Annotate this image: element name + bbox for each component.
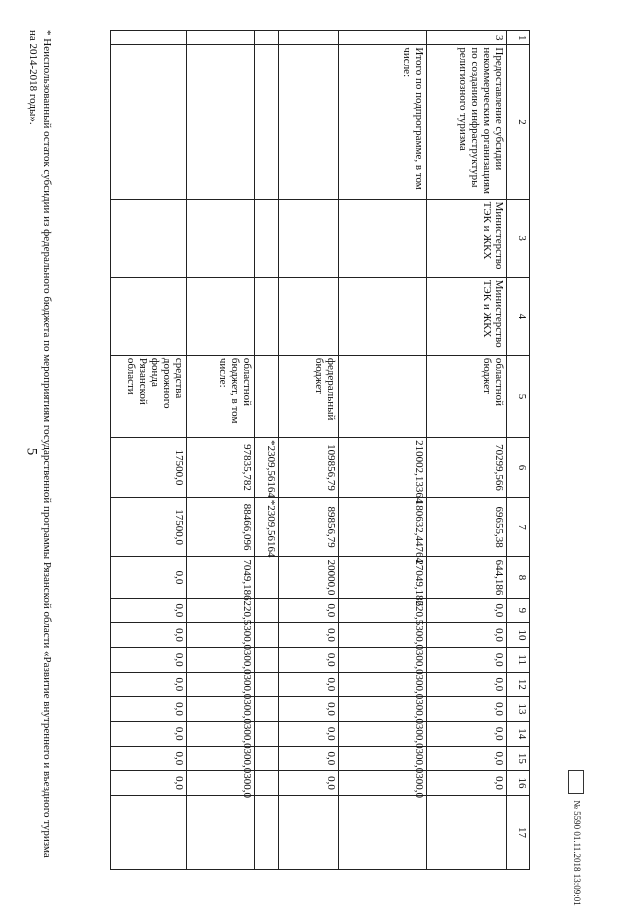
cell-c1 bbox=[187, 31, 255, 45]
value-cell bbox=[255, 672, 279, 697]
table-body bbox=[111, 31, 507, 870]
value-cell: 27049,186 bbox=[339, 557, 427, 598]
cell-c2 bbox=[255, 45, 279, 199]
value-cell: 0,0 bbox=[111, 697, 187, 722]
value-cell: 644,186 bbox=[427, 557, 507, 598]
cell-c3 bbox=[339, 199, 427, 277]
value-cell bbox=[255, 746, 279, 771]
value-cell: 17500,0 bbox=[111, 497, 187, 557]
value-cell: 0,0 bbox=[427, 623, 507, 648]
cell-c5: средства дорожного фонда Рязанской области bbox=[111, 355, 187, 437]
value-cell: 0,0 bbox=[111, 672, 187, 697]
value-cell: 17500,0 bbox=[111, 438, 187, 498]
value-cell: 300,0 bbox=[339, 771, 427, 796]
value-cell: 0,0 bbox=[279, 623, 339, 648]
value-cell bbox=[255, 721, 279, 746]
stamp-text: № 5590 01.11.2018 13:09:01 bbox=[571, 800, 582, 906]
value-cell: 89856,79 bbox=[279, 497, 339, 557]
column-number-row bbox=[507, 31, 530, 870]
col-header-3: 3 bbox=[507, 199, 530, 277]
value-cell: 0,0 bbox=[279, 746, 339, 771]
cell-c2: Итого по подпрограмме, в том числе: bbox=[339, 45, 427, 199]
table-row bbox=[255, 31, 279, 870]
cell-c1 bbox=[279, 31, 339, 45]
footnote: * Неиспользованный остаток субсидии из федерального бюджета по мероприятиям государственной программы Рязанской области «Развитие внутреннего и въездного туризма на 2014-2018 годы». bbox=[27, 30, 53, 858]
cell-c2: Предоставление субсидии некоммерческим организациям по созданию инфраструктуры религиозного туризма bbox=[427, 45, 507, 199]
col-header-7: 7 bbox=[507, 497, 530, 557]
value-cell: 0,0 bbox=[111, 557, 187, 598]
cell-c5 bbox=[339, 355, 427, 437]
value-cell: 88466,096 bbox=[187, 497, 255, 557]
cell-c1 bbox=[111, 31, 187, 45]
value-cell: 0,0 bbox=[279, 647, 339, 672]
value-cell: 69655,38 bbox=[427, 497, 507, 557]
value-cell: 20000,0 bbox=[279, 557, 339, 598]
cell-c17 bbox=[339, 795, 427, 869]
value-cell bbox=[255, 598, 279, 623]
value-cell: 0,0 bbox=[111, 721, 187, 746]
registration-stamp bbox=[568, 770, 584, 906]
value-cell: 0,0 bbox=[427, 746, 507, 771]
value-cell: 7049,186 bbox=[187, 557, 255, 598]
cell-c3 bbox=[111, 199, 187, 277]
value-cell: 300,0 bbox=[339, 623, 427, 648]
value-cell: 300,0 bbox=[187, 771, 255, 796]
value-cell: 0,0 bbox=[111, 623, 187, 648]
cell-c2 bbox=[111, 45, 187, 199]
value-cell: *2309,56164 bbox=[255, 438, 279, 498]
col-header-8: 8 bbox=[507, 557, 530, 598]
cell-c3 bbox=[279, 199, 339, 277]
stamp-seal-icon bbox=[568, 770, 584, 794]
value-cell: 300,0 bbox=[187, 721, 255, 746]
cell-c5: областной бюджет, в том числе: bbox=[187, 355, 255, 437]
value-cell bbox=[255, 647, 279, 672]
value-cell: *2309,56164 bbox=[255, 497, 279, 557]
cell-c4 bbox=[339, 277, 427, 355]
cell-c3 bbox=[187, 199, 255, 277]
cell-c4 bbox=[279, 277, 339, 355]
cell-c4 bbox=[255, 277, 279, 355]
cell-c2 bbox=[279, 45, 339, 199]
cell-c17 bbox=[279, 795, 339, 869]
cell-c5 bbox=[255, 355, 279, 437]
table-row bbox=[187, 31, 255, 870]
value-cell: 300,0 bbox=[187, 672, 255, 697]
cell-c4: Министерство ТЭК и ЖКХ bbox=[427, 277, 507, 355]
value-cell: 0,0 bbox=[111, 598, 187, 623]
col-header-1: 1 bbox=[507, 31, 530, 45]
cell-c1 bbox=[339, 31, 427, 45]
cell-c3: Министерство ТЭК и ЖКХ bbox=[427, 199, 507, 277]
cell-c17 bbox=[427, 795, 507, 869]
value-cell: 0,0 bbox=[111, 647, 187, 672]
value-cell: 109856,79 bbox=[279, 438, 339, 498]
table-row bbox=[339, 31, 427, 870]
cell-c17 bbox=[187, 795, 255, 869]
value-cell: 0,0 bbox=[279, 697, 339, 722]
value-cell bbox=[255, 623, 279, 648]
value-cell: 0,0 bbox=[427, 721, 507, 746]
col-header-13: 13 bbox=[507, 697, 530, 722]
value-cell: 220,5 bbox=[339, 598, 427, 623]
value-cell: 180632,44764 bbox=[339, 497, 427, 557]
value-cell: 0,0 bbox=[279, 598, 339, 623]
col-header-4: 4 bbox=[507, 277, 530, 355]
col-header-10: 10 bbox=[507, 623, 530, 648]
table-row bbox=[111, 31, 187, 870]
value-cell: 0,0 bbox=[279, 721, 339, 746]
cell-c5: областной бюджет bbox=[427, 355, 507, 437]
value-cell: 300,0 bbox=[339, 746, 427, 771]
col-header-16: 16 bbox=[507, 771, 530, 796]
col-header-17: 17 bbox=[507, 795, 530, 869]
value-cell: 300,0 bbox=[339, 721, 427, 746]
cell-c5: федеральный бюджет bbox=[279, 355, 339, 437]
value-cell: 0,0 bbox=[427, 697, 507, 722]
table-row bbox=[427, 31, 507, 870]
cell-c4 bbox=[111, 277, 187, 355]
col-header-15: 15 bbox=[507, 746, 530, 771]
col-header-14: 14 bbox=[507, 721, 530, 746]
value-cell: 210002,13364 bbox=[339, 438, 427, 498]
value-cell: 70299,566 bbox=[427, 438, 507, 498]
col-header-12: 12 bbox=[507, 672, 530, 697]
value-cell: 300,0 bbox=[187, 697, 255, 722]
cell-c17 bbox=[255, 795, 279, 869]
table-row bbox=[279, 31, 339, 870]
value-cell: 300,0 bbox=[187, 647, 255, 672]
value-cell: 0,0 bbox=[111, 746, 187, 771]
cell-c17 bbox=[111, 795, 187, 869]
col-header-5: 5 bbox=[507, 355, 530, 437]
col-header-9: 9 bbox=[507, 598, 530, 623]
cell-c1 bbox=[255, 31, 279, 45]
value-cell: 0,0 bbox=[279, 771, 339, 796]
value-cell: 0,0 bbox=[111, 771, 187, 796]
cell-c1: 3 bbox=[427, 31, 507, 45]
value-cell: 0,0 bbox=[427, 771, 507, 796]
page-number: 5 bbox=[23, 447, 40, 456]
budget-table bbox=[110, 30, 530, 870]
value-cell: 0,0 bbox=[279, 672, 339, 697]
col-header-11: 11 bbox=[507, 647, 530, 672]
cell-c4 bbox=[187, 277, 255, 355]
value-cell: 0,0 bbox=[427, 672, 507, 697]
rotated-document bbox=[27, 30, 530, 870]
value-cell: 300,0 bbox=[339, 647, 427, 672]
value-cell: 300,0 bbox=[187, 623, 255, 648]
value-cell: 0,0 bbox=[427, 598, 507, 623]
value-cell: 300,0 bbox=[339, 672, 427, 697]
value-cell: 300,0 bbox=[339, 697, 427, 722]
value-cell bbox=[255, 557, 279, 598]
value-cell: 0,0 bbox=[427, 647, 507, 672]
value-cell bbox=[255, 771, 279, 796]
value-cell: 220,5 bbox=[187, 598, 255, 623]
col-header-6: 6 bbox=[507, 438, 530, 498]
value-cell: 97835,782 bbox=[187, 438, 255, 498]
cell-c2 bbox=[187, 45, 255, 199]
value-cell bbox=[255, 697, 279, 722]
col-header-2: 2 bbox=[507, 45, 530, 199]
value-cell: 300,0 bbox=[187, 746, 255, 771]
cell-c3 bbox=[255, 199, 279, 277]
